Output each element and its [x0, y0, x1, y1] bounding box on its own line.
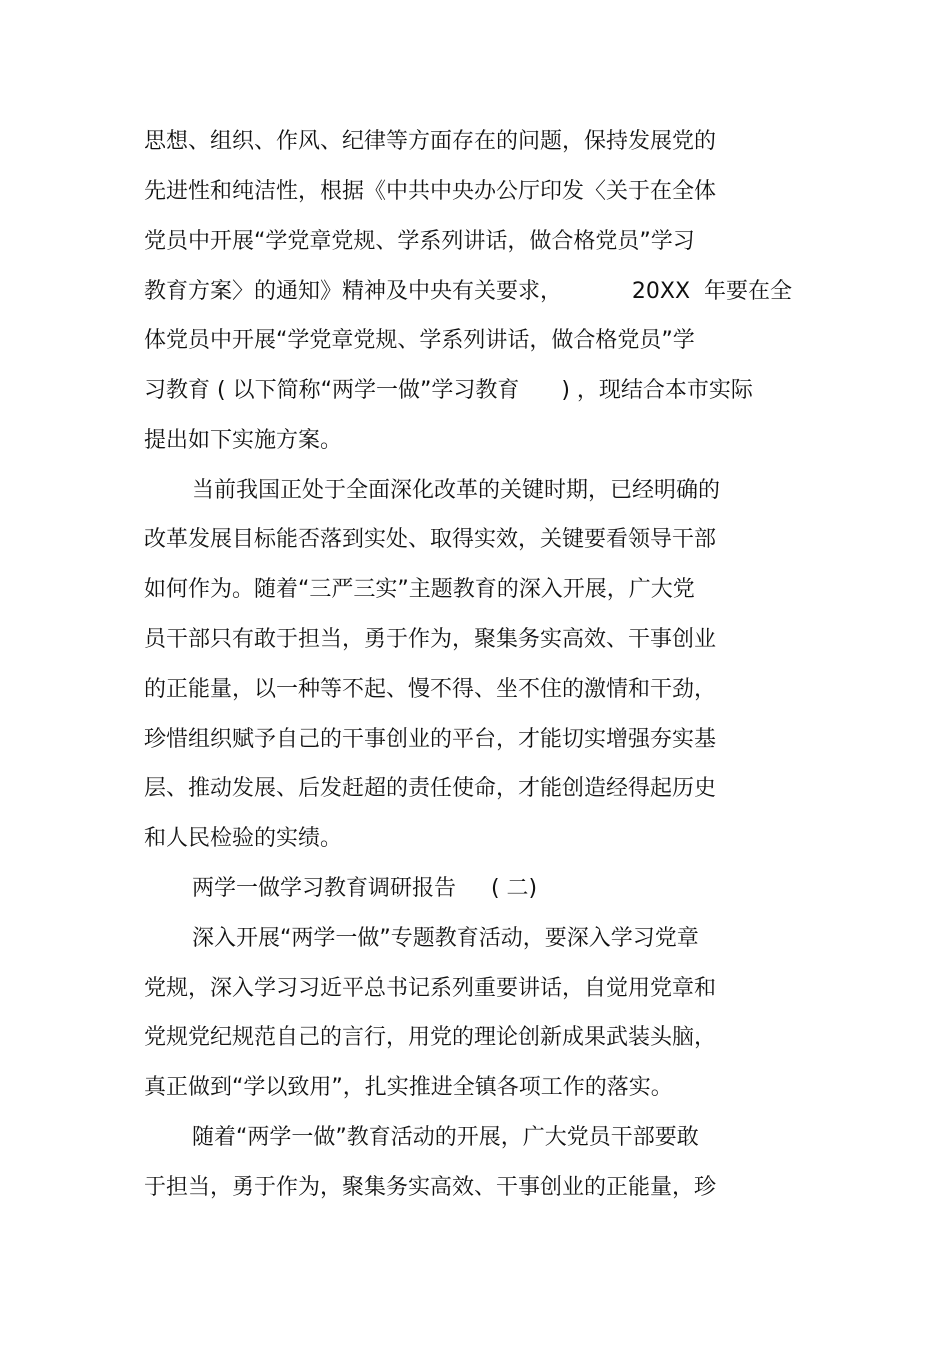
- text-line: 教育方案〉的通知》精神及中央有关要求， 20XX 年要在全: [144, 279, 793, 304]
- text-line: 体党员中开展“学党章党规、学系列讲话，做合格党员”学: [144, 328, 695, 353]
- paragraph-first-line: 当前我国正处于全面深化改革的关键时期，已经明确的: [192, 478, 721, 503]
- text-line: 提出如下实施方案。: [144, 428, 343, 453]
- text-line: 如何作为。随着“三严三实”主题教育的深入开展，广大党: [144, 577, 695, 602]
- text-line: 于担当，勇于作为，聚集务实高效、干事创业的正能量，珍: [144, 1175, 717, 1200]
- text-line: 珍惜组织赋予自己的干事创业的平台，才能切实增强夯实基: [144, 727, 717, 752]
- paragraph-first-line: 深入开展“两学一做”专题教育活动，要深入学习党章: [192, 926, 699, 951]
- text-line: 思想、组织、作风、纪律等方面存在的问题，保持发展党的: [144, 129, 717, 154]
- text-line: 习教育 ( 以下简称“两学一做”学习教育 ) ，现结合本市实际: [144, 378, 753, 403]
- text-line: 的正能量，以一种等不起、慢不得、坐不住的激情和干劲，: [144, 677, 717, 702]
- text-line: 党规党纪规范自己的言行，用党的理论创新成果武装头脑，: [144, 1025, 717, 1050]
- text-line: 员干部只有敢于担当，勇于作为，聚集务实高效、干事创业: [144, 627, 717, 652]
- text-line: 改革发展目标能否落到实处、取得实效，关键要看领导干部: [144, 527, 717, 552]
- section-heading: 两学一做学习教育调研报告 ( 二): [192, 876, 538, 901]
- text-line: 层、推动发展、后发赶超的责任使命，才能创造经得起历史: [144, 776, 717, 801]
- paragraph-first-line: 随着“两学一做”教育活动的开展，广大党员干部要敢: [192, 1125, 699, 1150]
- text-line: 和人民检验的实绩。: [144, 826, 343, 851]
- text-line: 真正做到“学以致用”，扎实推进全镇各项工作的落实。: [144, 1075, 673, 1100]
- text-line: 党员中开展“学党章党规、学系列讲话，做合格党员”学习: [144, 229, 695, 254]
- text-line: 党规，深入学习习近平总书记系列重要讲话，自觉用党章和: [144, 976, 717, 1001]
- text-line: 先进性和纯洁性，根据《中共中央办公厅印发〈关于在全体: [144, 179, 717, 204]
